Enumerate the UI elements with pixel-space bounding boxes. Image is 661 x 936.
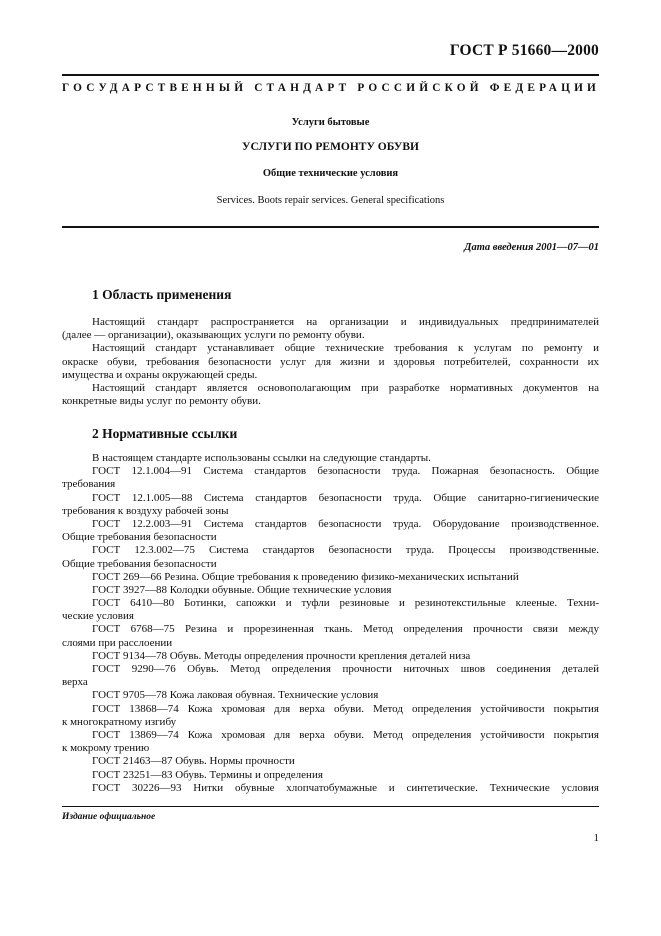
standard-title: УСЛУГИ ПО РЕМОНТУ ОБУВИ [242, 141, 419, 153]
reference-line: ГОСТ 12.3.002—75 Система стандартов безопасности труда. Процессы производственные. [92, 544, 599, 557]
reference-line: ГОСТ 6768—75 Резина и прорезиненная ткань. Метод определения прочности связи между [92, 623, 599, 636]
paragraph-line: (далее — организации), оказывающих услуги по ремонту обуви. [62, 329, 365, 342]
reference-line: ГОСТ 12.1.004—91 Система стандартов безопасности труда. Пожарная безопасность. Общие [92, 465, 599, 478]
reference-line: ГОСТ 269—66 Резина. Общие требования к проведению физико-механических испытаний [92, 570, 519, 583]
reference-line: ческие условия [62, 610, 134, 623]
reference-line: к мокрому трению [62, 742, 150, 755]
reference-line: ГОСТ 6410—80 Ботинки, сапожки и туфли резиновые и резинотекстильные клееные. Техни- [92, 597, 599, 610]
reference-line: требования к воздуху рабочей зоны [62, 504, 229, 517]
paragraph-line: В настоящем стандарте использованы ссылки на следующие стандарты. [92, 452, 431, 464]
reference-line: верха [62, 676, 88, 689]
state-standard-heading: ГОСУДАРСТВЕННЫЙ СТАНДАРТ РОССИЙСКОЙ ФЕДЕРАЦИИ [62, 82, 601, 94]
paragraph-line: Настоящий стандарт является основополагающим при разработке нормативных документов на [92, 381, 599, 394]
reference-line: ГОСТ 23251—83 Обувь. Термины и определения [92, 768, 323, 781]
title-block-rule [62, 226, 599, 228]
introduction-date: Дата введения 2001—07—01 [464, 242, 599, 253]
paragraph-line: Настоящий стандарт распространяется на организации и индивидуальных предпринимателей [92, 316, 599, 328]
paragraph-line: окраске обуви, требования безопасности услуг для жизни и здоровья потребителей, сохранности их [62, 355, 599, 368]
paragraph-line: конкретные виды услуг по ремонту обуви. [62, 395, 261, 408]
reference-line: требования [62, 478, 116, 491]
footer-rule [62, 806, 599, 807]
edition-note: Издание официальное [62, 812, 156, 822]
standard-subtitle: Общие технические условия [262, 168, 399, 179]
section-2-heading: 2 Нормативные ссылки [92, 426, 238, 441]
document-id: ГОСТ Р 51660—2000 [449, 42, 599, 59]
top-rule [62, 74, 599, 76]
page-number: 1 [593, 832, 599, 844]
reference-line: ГОСТ 13869—74 Кожа хромовая для верха обуви. Метод определения устойчивости покрытия [92, 728, 599, 741]
standard-category: Услуги бытовые [291, 117, 370, 128]
section-2-body [62, 452, 599, 795]
reference-line: ГОСТ 9134—78 Обувь. Методы определения прочности крепления деталей низа [92, 649, 471, 662]
reference-line: Общие требования безопасности [62, 557, 217, 570]
reference-line: Общие требования безопасности [62, 531, 217, 544]
reference-line: слоями при расслоении [62, 636, 173, 649]
reference-line: ГОСТ 13868—74 Кожа хромовая для верха обуви. Метод определения устойчивости покрытия [92, 702, 599, 715]
reference-line: ГОСТ 30226—93 Нитки обувные хлопчатобумажные и синтетические. Технические условия [92, 781, 599, 794]
reference-line: ГОСТ 3927—88 Колодки обувные. Общие технические условия [92, 583, 392, 596]
reference-line: к многократному изгибу [62, 715, 177, 728]
reference-line: ГОСТ 12.2.003—91 Система стандартов безопасности труда. Оборудование производственное. [92, 517, 599, 530]
paragraph-line: имущества и охраны окружающей среды. [62, 368, 258, 381]
reference-line: ГОСТ 9705—78 Кожа лаковая обувная. Технические условия [92, 689, 379, 702]
english-title: Services. Boots repair services. General specifications [216, 195, 445, 206]
paragraph-line: Настоящий стандарт устанавливает общие технические требования к услугам по ремонту и [92, 342, 599, 355]
reference-line: ГОСТ 12.1.005—88 Система стандартов безопасности труда. Общие санитарно-гигиенические [92, 491, 599, 504]
section-1-heading: 1 Область применения [92, 287, 232, 302]
reference-line: ГОСТ 21463—87 Обувь. Нормы прочности [92, 755, 295, 768]
section-1-body [62, 316, 599, 408]
reference-line: ГОСТ 9290—76 Обувь. Метод определения прочности ниточных швов соединения деталей [92, 663, 599, 675]
